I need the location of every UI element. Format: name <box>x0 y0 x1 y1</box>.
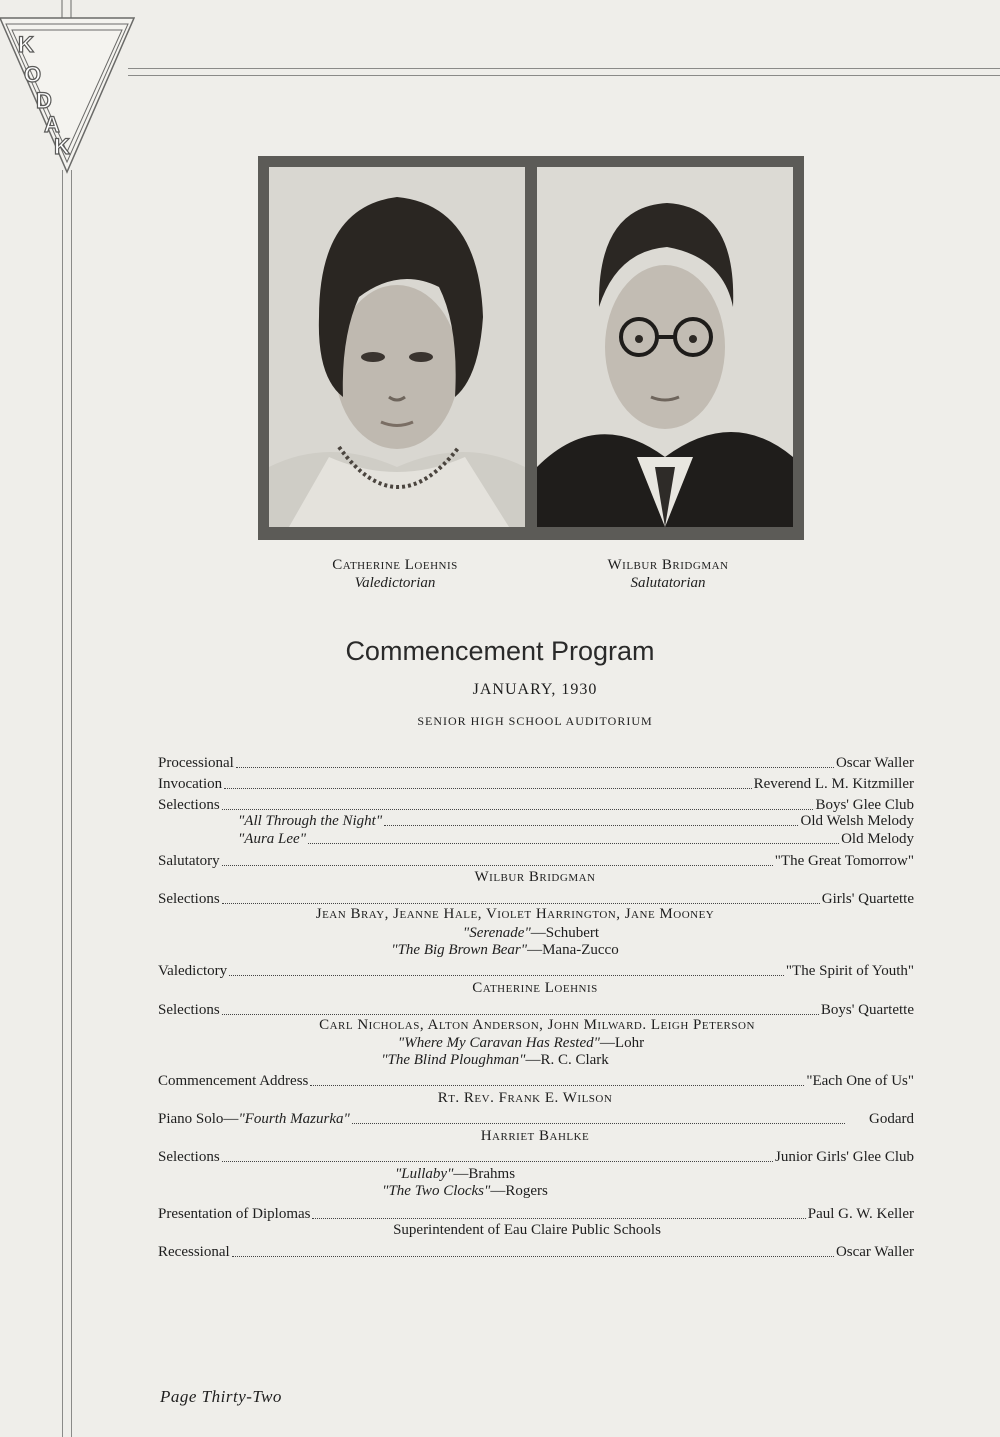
song-composer: —Mana-Zucco <box>527 942 619 958</box>
dot-leader <box>229 975 784 976</box>
piano-piece: "Fourth Mazurka" <box>238 1111 350 1127</box>
salutatory-speaker: Wilbur Bridgman <box>474 869 596 885</box>
entry-label: Selections <box>158 797 220 813</box>
entry-label: Valedictory <box>158 963 228 979</box>
program-subentry <box>238 812 914 830</box>
caption-salutatorian <box>548 556 788 592</box>
song-line <box>0 942 1000 959</box>
program-entry-selections-2 <box>158 888 914 908</box>
entry-value: "The Spirit of Youth" <box>785 963 914 979</box>
program-entry-piano <box>158 1108 914 1128</box>
quartette-members: Jean Bray, Jeanne Hale, Violet Harrington, Jane Mooney <box>315 906 715 922</box>
entry-label: Recessional <box>158 1244 230 1260</box>
program-entry-recessional <box>158 1241 914 1261</box>
logo-letter: K <box>54 134 70 159</box>
dot-leader <box>222 865 773 866</box>
entry-value: Godard <box>869 1111 914 1127</box>
entry-value: "Each One of Us" <box>806 1073 914 1089</box>
diplomas-note: Superintendent of Eau Claire Public Schools <box>393 1222 661 1238</box>
entry-label: Selections <box>158 1002 220 1018</box>
song-composer: —R. C. Clark <box>525 1052 609 1068</box>
dot-leader <box>224 788 751 789</box>
portrait-photo-valedictorian <box>269 167 525 527</box>
program-entry-selections-4 <box>158 1146 914 1166</box>
salutatorian-role: Salutatorian <box>630 575 706 591</box>
song-composer: —Schubert <box>530 925 600 941</box>
dot-leader <box>384 825 798 826</box>
entry-value: Oscar Waller <box>835 755 914 771</box>
entry-value: "The Great Tomorrow" <box>774 853 914 869</box>
song-composer: —Lohr <box>599 1035 645 1051</box>
song-title: "All Through the Night" <box>238 813 383 829</box>
portrait-photo-salutatorian <box>537 167 793 527</box>
entry-value: Reverend L. M. Kitzmiller <box>753 776 914 792</box>
frame-line-left-inner <box>71 170 72 1437</box>
frame-line-top-inner <box>128 75 1000 76</box>
song-title: "Lullaby" <box>394 1166 454 1182</box>
dot-leader <box>352 1123 845 1124</box>
caption-valedictorian <box>275 556 515 592</box>
entry-label: Commencement Address <box>158 1073 309 1089</box>
dot-leader <box>232 1256 834 1257</box>
portrait-panel <box>258 156 804 540</box>
song-line <box>0 1166 990 1183</box>
entry-label: Piano Solo— <box>158 1111 239 1127</box>
entry-value: Paul G. W. Keller <box>807 1206 914 1222</box>
program-subentry <box>238 830 914 848</box>
song-title: "Aura Lee" <box>238 831 307 847</box>
logo-letter: O <box>24 62 42 87</box>
program-date: JANUARY, 1930 <box>472 681 598 698</box>
song-line <box>0 1183 1000 1200</box>
entry-label: Presentation of Diplomas <box>158 1206 311 1222</box>
entry-label: Salutatory <box>158 853 220 869</box>
dot-leader <box>236 767 834 768</box>
song-composer: —Brahms <box>453 1166 516 1182</box>
program-entry-diplomas <box>158 1203 914 1223</box>
entry-value: Boys' Quartette <box>820 1002 914 1018</box>
song-title: "The Big Brown Bear" <box>391 942 528 958</box>
song-line <box>0 1052 1000 1069</box>
dot-leader <box>222 809 814 810</box>
dot-leader <box>222 903 820 904</box>
frame-line-left <box>62 170 63 1437</box>
song-origin: Old Welsh Melody <box>800 813 914 829</box>
dot-leader <box>310 1085 804 1086</box>
song-title: "The Two Clocks" <box>382 1183 491 1199</box>
program-entry-valedictory <box>158 960 914 980</box>
entry-label: Invocation <box>158 776 223 792</box>
logo-letter: D <box>36 88 52 113</box>
entry-value: Boys' Glee Club <box>815 797 914 813</box>
salutatorian-name: Wilbur Bridgman <box>607 557 729 573</box>
program-entry-selections-3 <box>158 999 914 1019</box>
entry-value: Oscar Waller <box>835 1244 914 1260</box>
logo-letter: A <box>44 112 60 137</box>
program-venue: SENIOR HIGH SCHOOL AUDITORIUM <box>417 714 653 728</box>
valedictorian-role: Valedictorian <box>354 575 436 591</box>
entry-label: Selections <box>158 1149 220 1165</box>
entry-label: Selections <box>158 891 220 907</box>
dot-leader <box>222 1161 773 1162</box>
program-title: Commencement Program <box>345 636 655 666</box>
address-speaker: Rt. Rev. Frank E. Wilson <box>437 1090 613 1106</box>
song-line <box>0 925 1000 942</box>
dot-leader <box>308 843 839 844</box>
dot-leader <box>312 1218 805 1219</box>
song-line <box>0 1035 1000 1052</box>
program-entry-invocation <box>158 773 914 793</box>
page-number: Page Thirty-Two <box>160 1387 282 1406</box>
piano-performer: Harriet Bahlke <box>480 1128 590 1144</box>
program-entry-salutatory <box>158 850 914 870</box>
song-title: "Where My Caravan Has Rested" <box>397 1035 600 1051</box>
valedictory-speaker: Catherine Loehnis <box>472 980 598 996</box>
song-title: "The Blind Ploughman" <box>381 1052 526 1068</box>
song-origin: Old Melody <box>841 831 914 847</box>
song-title: "Serenade" <box>462 925 531 941</box>
dot-leader <box>222 1014 819 1015</box>
quartette-members: Carl Nicholas, Alton Anderson, John Milward. Leigh Peterson <box>319 1017 755 1033</box>
program-entry-processional <box>158 752 914 772</box>
logo-letter: K <box>18 32 34 57</box>
valedictorian-name: Catherine Loehnis <box>332 557 458 573</box>
frame-line-top <box>128 68 1000 69</box>
program-entry-selections-1 <box>158 794 914 814</box>
program-entry-address <box>158 1070 914 1090</box>
entry-value: Junior Girls' Glee Club <box>775 1149 914 1165</box>
entry-value: Girls' Quartette <box>821 891 914 907</box>
song-composer: —Rogers <box>490 1183 548 1199</box>
entry-label: Processional <box>158 755 234 771</box>
kodak-logo-letters <box>0 0 135 175</box>
